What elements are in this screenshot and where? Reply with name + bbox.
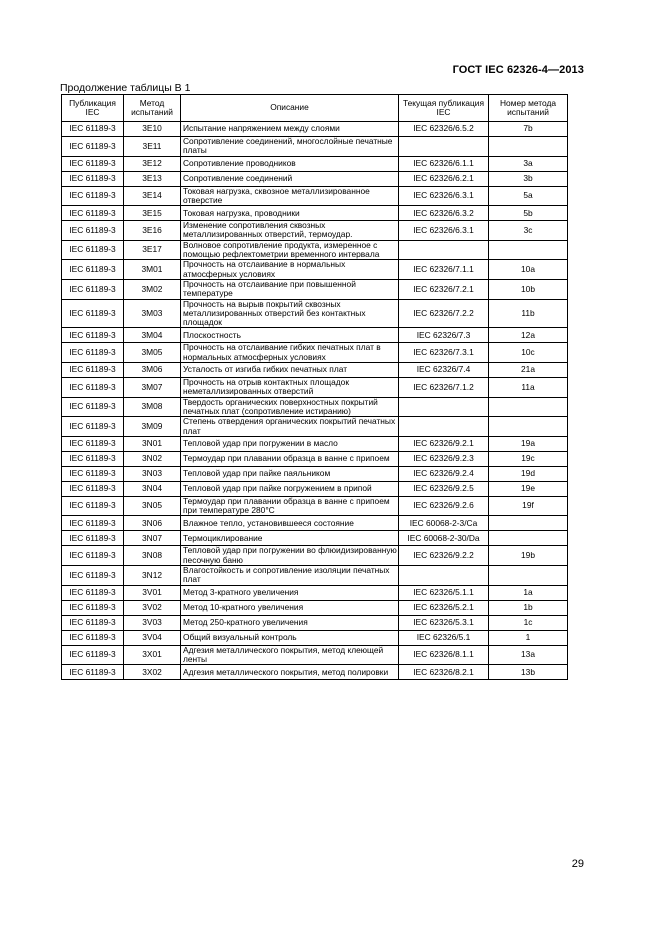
table-body — [62, 122, 568, 680]
cell-test-method: 3N08 — [124, 546, 181, 566]
cell-test-method: 3V02 — [124, 600, 181, 615]
cell-current-publication: IEC 62326/5.1 — [399, 630, 489, 645]
cell-publication: IEC 61189-3 — [62, 397, 124, 417]
cell-method-number: 19a — [489, 436, 568, 451]
cell-method-number: 3b — [489, 171, 568, 186]
cell-current-publication: IEC 62326/7.3 — [399, 328, 489, 343]
cell-description: Усталость от изгиба гибких печатных плат — [181, 363, 399, 378]
cell-method-number: 12a — [489, 328, 568, 343]
cell-test-method: 3N07 — [124, 531, 181, 546]
cell-method-number: 19b — [489, 546, 568, 566]
table-row — [62, 516, 568, 531]
table-row — [62, 665, 568, 680]
cell-current-publication: IEC 62326/7.1.2 — [399, 378, 489, 398]
cell-publication: IEC 61189-3 — [62, 665, 124, 680]
cell-publication: IEC 61189-3 — [62, 156, 124, 171]
cell-publication: IEC 61189-3 — [62, 630, 124, 645]
cell-publication: IEC 61189-3 — [62, 137, 124, 157]
cell-method-number — [489, 397, 568, 417]
cell-description: Изменение сопротивления сквозных металлизированных отверстий, термоудар. — [181, 221, 399, 241]
table-row — [62, 156, 568, 171]
cell-publication: IEC 61189-3 — [62, 328, 124, 343]
table-row — [62, 328, 568, 343]
cell-method-number: 7b — [489, 122, 568, 137]
cell-publication: IEC 61189-3 — [62, 531, 124, 546]
table-row — [62, 496, 568, 516]
cell-test-method: 3N05 — [124, 496, 181, 516]
cell-publication: IEC 61189-3 — [62, 206, 124, 221]
cell-test-method: 3N01 — [124, 436, 181, 451]
cell-current-publication: IEC 62326/7.1.1 — [399, 260, 489, 280]
cell-method-number: 13b — [489, 665, 568, 680]
column-header-current-publication: Текущая публикация IEC — [399, 95, 489, 122]
cell-description: Влажное тепло, установившееся состояние — [181, 516, 399, 531]
table-row — [62, 137, 568, 157]
cell-test-method: 3V04 — [124, 630, 181, 645]
table-row — [62, 630, 568, 645]
cell-test-method: 3E16 — [124, 221, 181, 241]
cell-current-publication: IEC 62326/6.3.1 — [399, 186, 489, 206]
cell-description: Прочность на отслаивание при повышенной температуре — [181, 279, 399, 299]
table-row — [62, 171, 568, 186]
cell-test-method: 3E17 — [124, 240, 181, 260]
cell-current-publication: IEC 62326/9.2.6 — [399, 496, 489, 516]
table-row — [62, 260, 568, 280]
cell-test-method: 3E15 — [124, 206, 181, 221]
cell-current-publication: IEC 62326/6.3.1 — [399, 221, 489, 241]
cell-description: Метод 3-кратного увеличения — [181, 585, 399, 600]
table-row — [62, 451, 568, 466]
cell-description: Общий визуальный контроль — [181, 630, 399, 645]
table-row — [62, 206, 568, 221]
cell-method-number: 19f — [489, 496, 568, 516]
cell-description: Токовая нагрузка, проводники — [181, 206, 399, 221]
cell-method-number: 5a — [489, 186, 568, 206]
cell-publication: IEC 61189-3 — [62, 260, 124, 280]
cell-publication: IEC 61189-3 — [62, 615, 124, 630]
table-row — [62, 600, 568, 615]
cell-current-publication — [399, 397, 489, 417]
table-row — [62, 585, 568, 600]
cell-current-publication: IEC 62326/9.2.2 — [399, 546, 489, 566]
cell-method-number: 10b — [489, 279, 568, 299]
table-row — [62, 397, 568, 417]
cell-method-number — [489, 531, 568, 546]
cell-current-publication: IEC 62326/9.2.1 — [399, 436, 489, 451]
cell-test-method: 3M09 — [124, 417, 181, 437]
cell-method-number: 1b — [489, 600, 568, 615]
cell-current-publication — [399, 417, 489, 437]
cell-publication: IEC 61189-3 — [62, 600, 124, 615]
cell-description: Адгезия металлического покрытия, метод клеющей ленты — [181, 645, 399, 665]
cell-current-publication: IEC 62326/5.3.1 — [399, 615, 489, 630]
table-row — [62, 299, 568, 328]
cell-current-publication: IEC 62326/8.2.1 — [399, 665, 489, 680]
cell-current-publication: IEC 62326/8.1.1 — [399, 645, 489, 665]
table-row — [62, 186, 568, 206]
cell-current-publication: IEC 62326/7.4 — [399, 363, 489, 378]
cell-publication: IEC 61189-3 — [62, 645, 124, 665]
cell-publication: IEC 61189-3 — [62, 546, 124, 566]
cell-method-number: 1a — [489, 585, 568, 600]
cell-test-method: 3M03 — [124, 299, 181, 328]
cell-publication: IEC 61189-3 — [62, 343, 124, 363]
cell-publication: IEC 61189-3 — [62, 417, 124, 437]
cell-method-number: 19c — [489, 451, 568, 466]
cell-test-method: 3M02 — [124, 279, 181, 299]
cell-description: Прочность на отслаивание в нормальных атмосферных условиях — [181, 260, 399, 280]
cell-publication: IEC 61189-3 — [62, 566, 124, 586]
cell-test-method: 3E10 — [124, 122, 181, 137]
cell-method-number: 13a — [489, 645, 568, 665]
cell-method-number: 3c — [489, 221, 568, 241]
column-header-publication: Публикация IEC — [62, 95, 124, 122]
cell-test-method: 3M04 — [124, 328, 181, 343]
cell-description: Твердость органических поверхностных покрытий печатных плат (сопротивление истиранию) — [181, 397, 399, 417]
cell-current-publication: IEC 60068-2-3/Ca — [399, 516, 489, 531]
cell-method-number — [489, 137, 568, 157]
table-row — [62, 240, 568, 260]
cell-description: Сопротивление проводников — [181, 156, 399, 171]
table-row — [62, 481, 568, 496]
page-number: 29 — [571, 858, 584, 870]
cell-publication: IEC 61189-3 — [62, 481, 124, 496]
document-header: ГОСТ IEC 62326-4—2013 — [452, 64, 584, 76]
cell-publication: IEC 61189-3 — [62, 451, 124, 466]
cell-method-number: 11b — [489, 299, 568, 328]
cell-description: Сопротивление соединений, многослойные печатные платы — [181, 137, 399, 157]
cell-publication: IEC 61189-3 — [62, 299, 124, 328]
cell-test-method: 3E11 — [124, 137, 181, 157]
cell-current-publication: IEC 62326/6.3.2 — [399, 206, 489, 221]
cell-description: Плоскостность — [181, 328, 399, 343]
column-header-description: Описание — [181, 95, 399, 122]
table-row — [62, 566, 568, 586]
cell-publication: IEC 61189-3 — [62, 516, 124, 531]
cell-publication: IEC 61189-3 — [62, 240, 124, 260]
cell-method-number — [489, 566, 568, 586]
cell-current-publication: IEC 62326/7.2.1 — [399, 279, 489, 299]
cell-current-publication: IEC 62326/9.2.4 — [399, 466, 489, 481]
table-row — [62, 343, 568, 363]
cell-current-publication: IEC 62326/9.2.3 — [399, 451, 489, 466]
cell-description: Волновое сопротивление продукта, измеренное с помощью рефлектометрии временного интервала — [181, 240, 399, 260]
table-row — [62, 531, 568, 546]
cell-publication: IEC 61189-3 — [62, 585, 124, 600]
cell-description: Метод 250-кратного увеличения — [181, 615, 399, 630]
table-row — [62, 279, 568, 299]
cell-method-number — [489, 240, 568, 260]
cell-description: Испытание напряжением между слоями — [181, 122, 399, 137]
cell-description: Адгезия металлического покрытия, метод полировки — [181, 665, 399, 680]
cell-test-method: 3E14 — [124, 186, 181, 206]
cell-test-method: 3M08 — [124, 397, 181, 417]
cell-description: Термоудар при плавании образца в ванне с припоем — [181, 451, 399, 466]
cell-test-method: 3M05 — [124, 343, 181, 363]
cell-description: Прочность на отслаивание гибких печатных плат в нормальных атмосферных условиях — [181, 343, 399, 363]
cell-publication: IEC 61189-3 — [62, 496, 124, 516]
table-row — [62, 378, 568, 398]
cell-test-method: 3X01 — [124, 645, 181, 665]
cell-test-method: 3V01 — [124, 585, 181, 600]
cell-test-method: 3X02 — [124, 665, 181, 680]
cell-current-publication: IEC 62326/5.1.1 — [399, 585, 489, 600]
cell-current-publication: IEC 62326/7.2.2 — [399, 299, 489, 328]
cell-description: Тепловой удар при погружении во флюидизированную песочную баню — [181, 546, 399, 566]
table-row — [62, 466, 568, 481]
specification-table — [61, 94, 568, 680]
cell-description: Метод 10-кратного увеличения — [181, 600, 399, 615]
cell-test-method: 3N12 — [124, 566, 181, 586]
cell-description: Термоциклирование — [181, 531, 399, 546]
table-row — [62, 615, 568, 630]
cell-description: Влагостойкость и сопротивление изоляции печатных плат — [181, 566, 399, 586]
cell-method-number: 19d — [489, 466, 568, 481]
cell-test-method: 3N02 — [124, 451, 181, 466]
cell-description: Прочность на вырыв покрытий сквозных металлизированных отверстий без контактных площадок — [181, 299, 399, 328]
cell-description: Тепловой удар при пайке погружением в припой — [181, 481, 399, 496]
cell-test-method: 3N03 — [124, 466, 181, 481]
cell-method-number: 10a — [489, 260, 568, 280]
cell-description: Тепловой удар при погружении в масло — [181, 436, 399, 451]
cell-current-publication — [399, 566, 489, 586]
cell-description: Тепловой удар при пайке паяльником — [181, 466, 399, 481]
cell-method-number — [489, 417, 568, 437]
cell-method-number: 1 — [489, 630, 568, 645]
cell-current-publication: IEC 62326/9.2.5 — [399, 481, 489, 496]
cell-description: Токовая нагрузка, сквозное металлизированное отверстие — [181, 186, 399, 206]
cell-publication: IEC 61189-3 — [62, 363, 124, 378]
table-row — [62, 363, 568, 378]
cell-publication: IEC 61189-3 — [62, 279, 124, 299]
column-header-test-method: Метод испытаний — [124, 95, 181, 122]
cell-current-publication: IEC 62326/6.5.2 — [399, 122, 489, 137]
table-row — [62, 546, 568, 566]
table-row — [62, 122, 568, 137]
cell-publication: IEC 61189-3 — [62, 436, 124, 451]
table-caption: Продолжение таблицы В 1 — [60, 82, 191, 94]
cell-publication: IEC 61189-3 — [62, 171, 124, 186]
cell-current-publication: IEC 62326/5.2.1 — [399, 600, 489, 615]
cell-description: Сопротивление соединений — [181, 171, 399, 186]
cell-current-publication: IEC 62326/6.1.1 — [399, 156, 489, 171]
cell-description: Степень отвердения органических покрытий печатных плат — [181, 417, 399, 437]
cell-current-publication: IEC 62326/7.3.1 — [399, 343, 489, 363]
cell-method-number: 19e — [489, 481, 568, 496]
cell-method-number: 5b — [489, 206, 568, 221]
cell-publication: IEC 61189-3 — [62, 221, 124, 241]
cell-current-publication — [399, 240, 489, 260]
table-row — [62, 417, 568, 437]
cell-current-publication — [399, 137, 489, 157]
table-header-row — [62, 95, 568, 122]
cell-method-number: 1c — [489, 615, 568, 630]
cell-test-method: 3M07 — [124, 378, 181, 398]
table-row — [62, 645, 568, 665]
cell-publication: IEC 61189-3 — [62, 186, 124, 206]
table-row — [62, 436, 568, 451]
cell-test-method: 3M06 — [124, 363, 181, 378]
cell-description: Термоудар при плавании образца в ванне с припоем при температуре 280°C — [181, 496, 399, 516]
cell-method-number: 10c — [489, 343, 568, 363]
cell-method-number — [489, 516, 568, 531]
cell-test-method: 3V03 — [124, 615, 181, 630]
cell-test-method: 3N06 — [124, 516, 181, 531]
cell-publication: IEC 61189-3 — [62, 466, 124, 481]
cell-description: Прочность на отрыв контактных площадок неметаллизированных отверстий — [181, 378, 399, 398]
cell-method-number: 11a — [489, 378, 568, 398]
cell-publication: IEC 61189-3 — [62, 122, 124, 137]
cell-test-method: 3E12 — [124, 156, 181, 171]
cell-current-publication: IEC 62326/6.2.1 — [399, 171, 489, 186]
cell-test-method: 3E13 — [124, 171, 181, 186]
cell-current-publication: IEC 60068-2-30/Da — [399, 531, 489, 546]
cell-method-number: 21a — [489, 363, 568, 378]
column-header-method-number: Номер метода испытаний — [489, 95, 568, 122]
table-row — [62, 221, 568, 241]
cell-test-method: 3M01 — [124, 260, 181, 280]
cell-method-number: 3a — [489, 156, 568, 171]
cell-test-method: 3N04 — [124, 481, 181, 496]
cell-publication: IEC 61189-3 — [62, 378, 124, 398]
